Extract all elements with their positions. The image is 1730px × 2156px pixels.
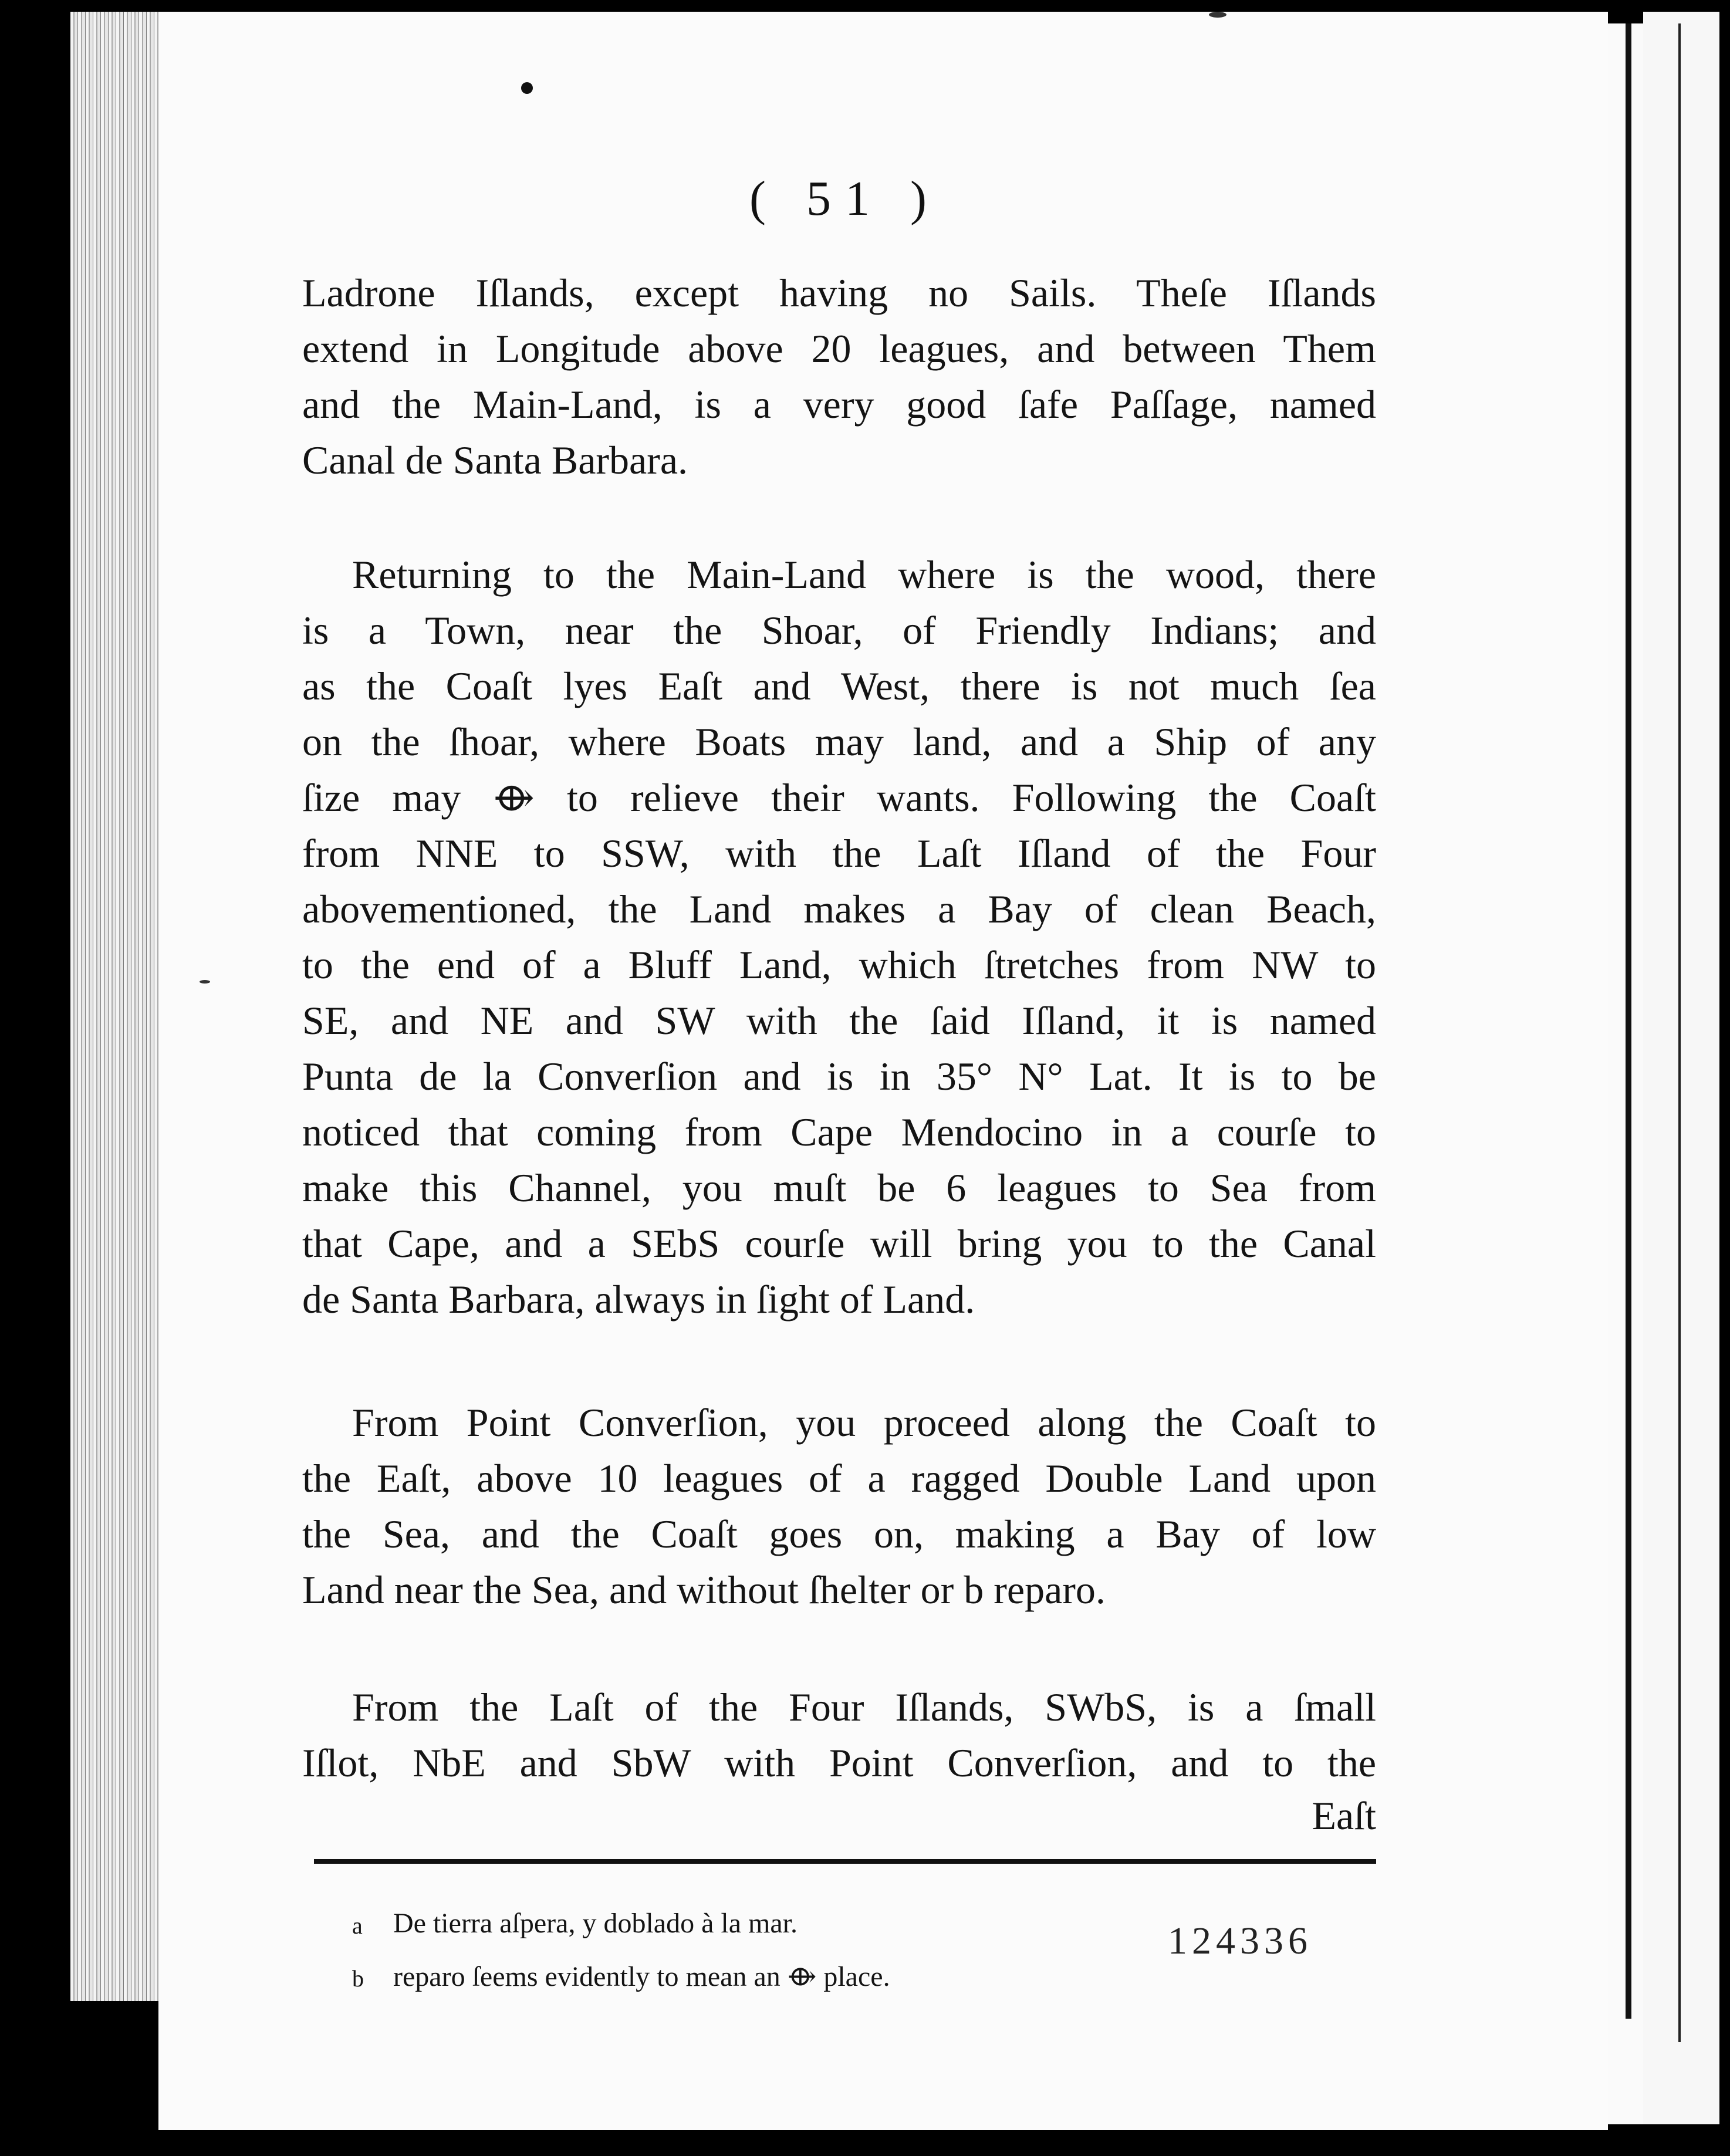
text-line: From Point Converſion, you proceed along the Coaſt to: [352, 1400, 1376, 1445]
catalog-number: 124336: [1168, 1920, 1312, 1962]
text-line: Canal de Santa Barbara.: [302, 438, 688, 482]
text-line: make this Channel, you muſt be 6 leagues to Sea from: [302, 1165, 1376, 1210]
text-line: to the end of a Bluff Land, which ſtretches from NW to: [302, 942, 1376, 987]
text-line: abovementioned, the Land makes a Bay of clean Beach,: [302, 887, 1376, 931]
text-line: Punta de la Converſion and is in 35° N° Lat. It is to be: [302, 1054, 1376, 1099]
text-line: is a Town, near the Shoar, of Friendly Indians; and: [302, 608, 1376, 653]
text-line: and the Main-Land, is a very good ſafe Paſſage, named: [302, 382, 1376, 427]
footnote-marker: b: [352, 1965, 364, 1992]
facing-page-edge: [1643, 12, 1719, 2124]
text-line: Iſlot, NbE and SbW with Point Converſion, and to the: [302, 1741, 1376, 1785]
page-number: ( 51 ): [749, 171, 941, 226]
text-line: the Sea, and the Coaſt goes on, making a Bay of low: [302, 1512, 1376, 1556]
text-line: Ladrone Iſlands, except having no Sails. Theſe Iſlands: [302, 271, 1376, 315]
text-line: noticed that coming from Cape Mendocino in a courſe to: [302, 1110, 1376, 1154]
text-line: ſize may ⟴ to relieve their wants. Following the Coaſt: [302, 775, 1376, 820]
gutter-shadow-line: [1626, 23, 1631, 2019]
ink-speck: [200, 980, 210, 984]
ink-speck: [1209, 12, 1226, 18]
text-line: From the Laſt of the Four Iſlands, SWbS, is a ſmall: [352, 1685, 1376, 1729]
text-line: from NNE to SSW, with the Laſt Iſland of the Four: [302, 831, 1376, 876]
text-line: on the ſhoar, where Boats may land, and a Ship of any: [302, 719, 1376, 764]
text-line: as the Coaſt lyes Eaſt and West, there is not much ſea: [302, 664, 1376, 708]
text-line: SE, and NE and SW with the ſaid Iſland, it is named: [302, 998, 1376, 1043]
text-line: Returning to the Main-Land where is the wood, there: [352, 552, 1376, 597]
page-stack-edge: [70, 12, 162, 2001]
footnote-rule: [314, 1859, 1376, 1864]
text-line: the Eaſt, above 10 leagues of a ragged Double Land upon: [302, 1456, 1376, 1501]
scan-border-left: [0, 0, 70, 2156]
catchword: Eaſt: [1312, 1793, 1376, 1838]
text-line: that Cape, and a SEbS courſe will bring you to the Canal: [302, 1221, 1376, 1266]
scan-border-bottom: [0, 2130, 1730, 2156]
text-line: Land near the Sea, and without ſhelter or b reparo.: [302, 1567, 1106, 1612]
facing-page-rule: [1678, 23, 1681, 2042]
text-line: de Santa Barbara, always in ſight of Land.: [302, 1277, 975, 1322]
scan-border-right: [1719, 0, 1730, 2156]
ink-dot: [521, 82, 533, 94]
text-line: extend in Longitude above 20 leagues, and between Them: [302, 326, 1376, 371]
footnote: reparo ſeems evidently to mean an ⟴ place.: [393, 1961, 890, 1992]
footnote-marker: a: [352, 1912, 363, 1939]
footnote: De tierra aſpera, y doblado à la mar.: [393, 1908, 798, 1939]
